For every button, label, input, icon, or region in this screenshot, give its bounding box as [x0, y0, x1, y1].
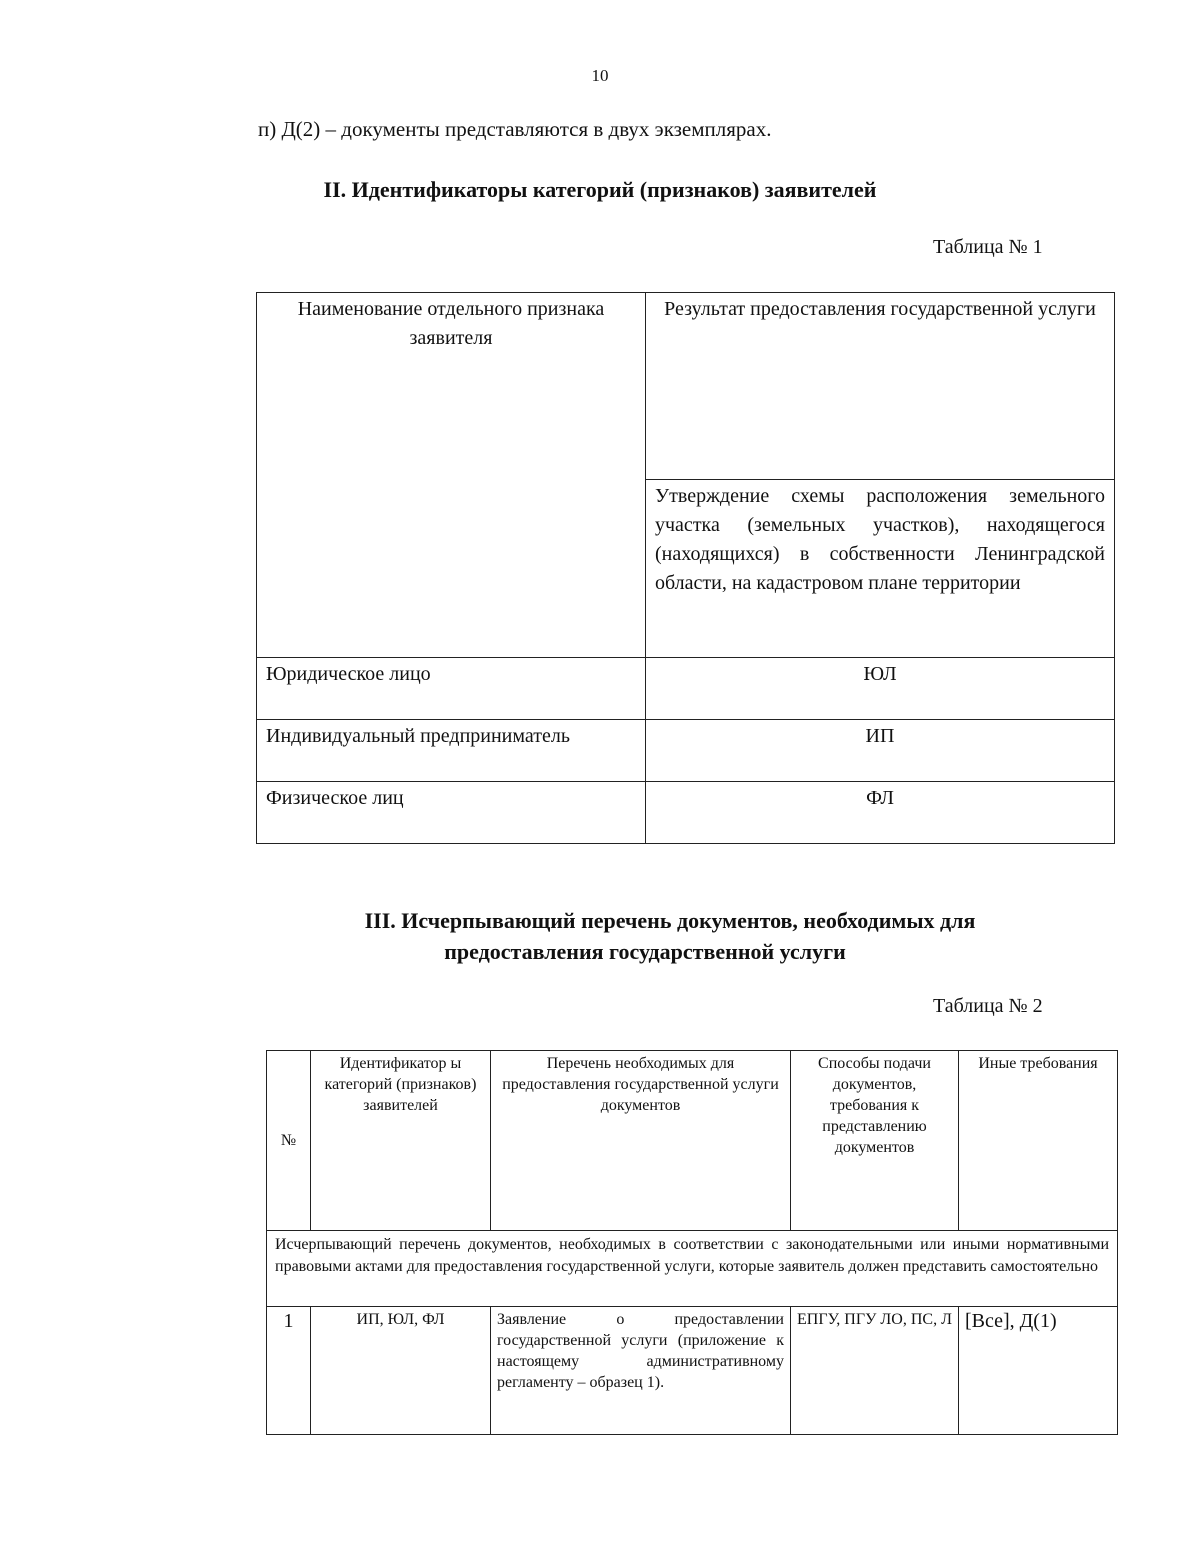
table-1-header-feature	[257, 293, 646, 658]
table-2-identifiers-cell: ИП, ЮЛ, ФЛ	[311, 1307, 491, 1435]
table-1-feature-cell: Юридическое лицо	[257, 658, 646, 720]
table-1-code-cell: ЮЛ	[646, 658, 1115, 720]
section-2-heading: II. Идентификаторы категорий (признаков) заявителей	[323, 177, 877, 202]
documents-table	[266, 1050, 1118, 1435]
table-1-code-cell: ФЛ	[646, 782, 1115, 844]
table-1-code-cell: ИП	[646, 720, 1115, 782]
table-1-feature-cell: Физическое лиц	[257, 782, 646, 844]
table-row	[267, 1307, 1118, 1435]
table-2-header-documents: Перечень необходимых для предоставления государственной услуги документов	[491, 1051, 791, 1231]
page-number: 10	[591, 66, 609, 85]
table-row	[257, 658, 1115, 720]
table-2-num-cell: 1	[267, 1307, 311, 1435]
intro-line: п) Д(2) – документы представляются в двух экземплярах.	[258, 117, 772, 141]
table-2-header-num: №	[267, 1051, 311, 1231]
table-row	[257, 720, 1115, 782]
table-1-header-feature-text: Наименование отдельного признака заявителя	[297, 298, 605, 349]
table-1-caption: Таблица № 1	[933, 236, 1043, 258]
table-1-feature-cell: Индивидуальный предприниматель	[257, 720, 646, 782]
table-2-header-other: Иные требования	[959, 1051, 1118, 1231]
table-2-caption: Таблица № 2	[933, 995, 1043, 1017]
table-row	[257, 782, 1115, 844]
table-2-header-methods: Способы подачи документов, требования к представлению документов	[791, 1051, 959, 1231]
table-1-header-result-text: Результат предоставления государственной услуги	[664, 298, 1096, 320]
table-1-header-result	[646, 293, 1115, 480]
table-2-header-identifiers: Идентификатор ы категорий (признаков) заявителей	[311, 1051, 491, 1231]
table-2-section-row: Исчерпывающий перечень документов, необходимых в соответствии с законодательными или иными нормативными правовыми актами для предоставления государственной услуги, которые заявитель должен представить самостоятельно	[267, 1231, 1118, 1307]
section-3-heading-line-2: предоставления государственной услуги	[444, 939, 846, 964]
table-2-document-cell: Заявление о предоставлении государственной услуги (приложение к настоящему административному регламенту – образец 1).	[491, 1307, 791, 1435]
table-2-methods-cell: ЕПГУ, ПГУ ЛО, ПС, Л	[791, 1307, 959, 1435]
applicant-category-table	[256, 292, 1115, 844]
table-1-result-description: Утверждение схемы расположения земельного участка (земельных участков), находящегося (находящихся) в собственности Ленинградской области, на кадастровом плане территории	[646, 480, 1115, 658]
section-3-heading-line-1: III. Исчерпывающий перечень документов, необходимых для	[364, 908, 976, 933]
table-2-other-cell: [Все], Д(1)	[959, 1307, 1118, 1435]
